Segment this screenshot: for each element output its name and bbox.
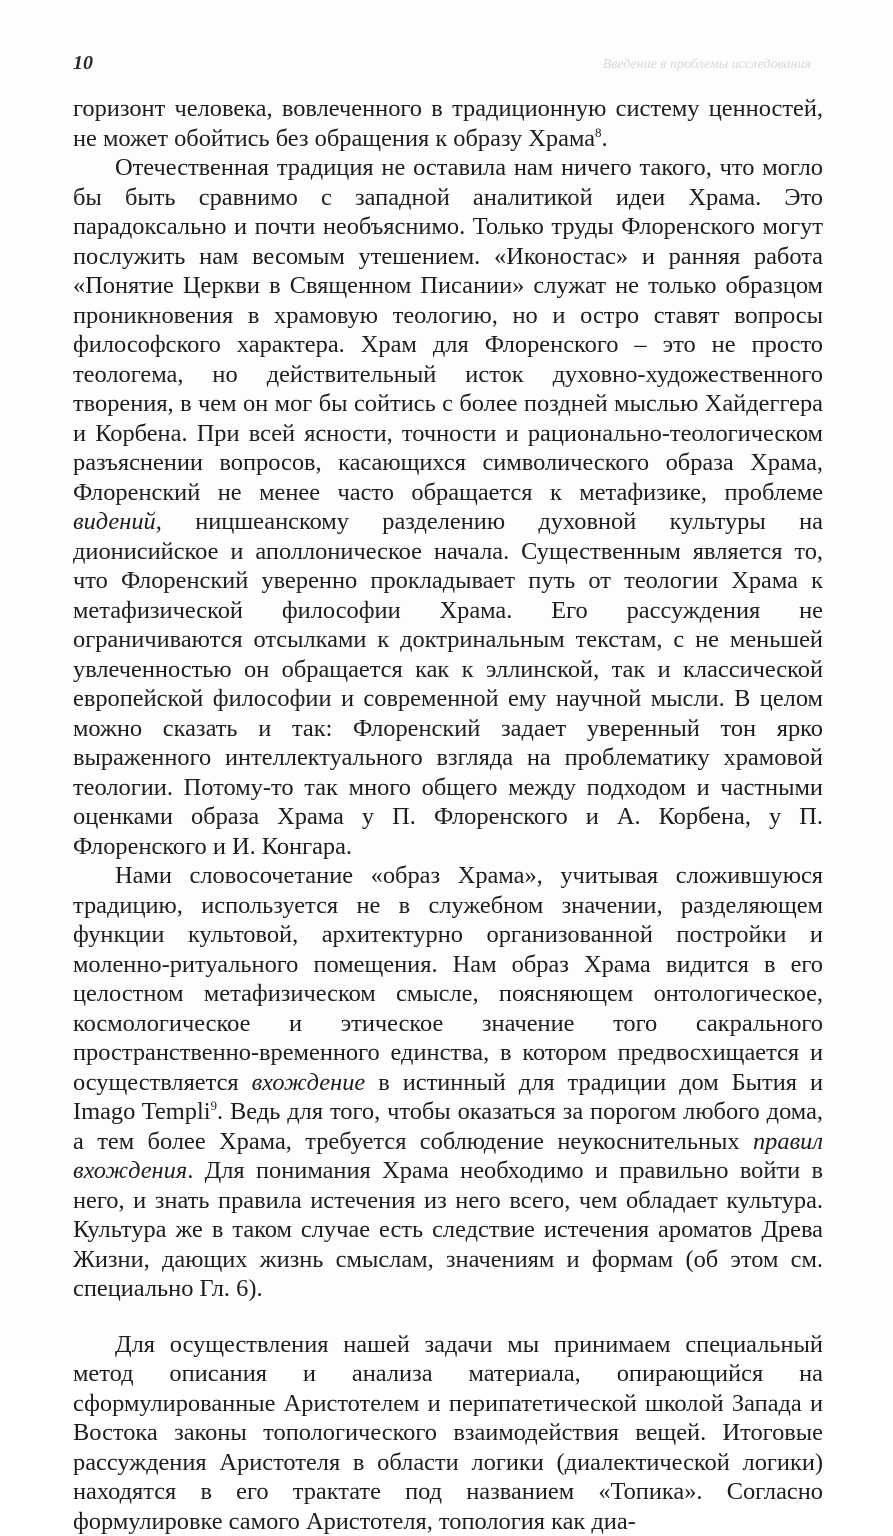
paragraph-3 bbox=[73, 861, 823, 1304]
paragraph-2-text-a: Отечественная традиция не оставила нам ничего такого, что могло бы быть сравнимо с западной аналитикой идеи Храма. Это парадоксально и почти необъяснимо. Только труды Флоренского могут послужить нам весомым утешением. «Иконостас» и ранняя работа «Понятие Церкви в Священном Писании» служат не только образцом проникновения в храмовую теологию, но и остро ставят вопросы философского характера. Храм для Флоренского – это не просто теологема, но действительный исток духовно-художественного творения, в чем он мог бы сойтись с более поздней мыслью Хайдеггера и Корбена. При всей ясности, точности и рационально-теологическом разъяснении вопросов, касающихся символического образа Храма, Флоренский не менее часто обращается к метафизике, проблеме bbox=[73, 154, 823, 506]
paragraph-1-text: горизонт человека, вовлеченного в традиционную систему ценностей, не может обойтись без обращения к образу Храма bbox=[73, 95, 823, 152]
emphasis-pravil-vkhozhdeniya: правил вхождения bbox=[73, 1128, 823, 1185]
running-head: Введение в проблемы исследования bbox=[603, 57, 811, 73]
paragraph-1-end: . bbox=[602, 125, 608, 152]
paragraph-3-text-d: . Для понимания Храма необходимо и правильно войти в него, и знать правила истечения из него всего, чем обладает культура. Культура же в таком случае есть следствие истечения ароматов Древа Жизни, дающих жизнь смыслам, значениям и формам (об этом см. специально Гл. 6). bbox=[73, 1157, 823, 1302]
paragraph-2-text-b: , ницшеанскому разделению духовной культуры на дионисийское и аполлоническое начала. Существенным является то, что Флоренский уверенно прокладывает путь от теологии Храма к метафизической философии Храма. Его рассуждения не ограничиваются отсылками к доктринальным текстам, с не меньшей увлеченностью он обращается как к эллинской, так и классической европейской философии и современной ему научной мысли. В целом можно сказать и так: Флоренский задает уверенный тон ярко выраженного интеллектуального взгляда на проблематику храмовой теологии. Потому-то так много общего между подходом и частными оценками образа Храма у П. Флоренского и А. Корбена, у П. Флоренского и И. Конгара. bbox=[73, 508, 823, 860]
page-number: 10 bbox=[73, 52, 93, 75]
paragraph-3-text-b: в истинный для традиции дом Бытия и Imago Templi bbox=[73, 1069, 823, 1126]
paragraph-1 bbox=[73, 94, 823, 153]
footnote-ref-9: 9 bbox=[211, 1098, 218, 1113]
paragraph-2 bbox=[73, 153, 823, 861]
paragraph-4-text: Для осуществления нашей задачи мы принимаем специальный метод описания и анализа материала, опирающийся на сформулированные Аристотелем и перипатетической школой Запада и Востока законы топологического взаимодействия вещей. Итоговые рассуждения Аристотеля в области логики (диалектической логики) находятся в его трактате под названием «Топика». Согласно формулировке самого Аристотеля, топология как диа- bbox=[73, 1331, 823, 1535]
footnote-ref-8: 8 bbox=[595, 125, 602, 140]
text-body bbox=[73, 94, 823, 1536]
emphasis-videniy: видений bbox=[73, 508, 156, 535]
paragraph-3-text-a: Нами словосочетание «образ Храма», учитывая сложившуюся традицию, используется не в служебном значении, разделяющем функции культовой, архитектурно организованной постройки и моленно-ритуального помещения. Нам образ Храма видится в его целостном метафизическом смысле, поясняющем онтологическое, космологическое и этическое значение того сакрального пространственно-временного единства, в котором предвосхищается и осуществляется bbox=[73, 862, 823, 1096]
emphasis-vkhozhdenie: вхождение bbox=[252, 1069, 366, 1096]
paragraph-3-text-c: . Ведь для того, чтобы оказаться за порогом любого дома, а тем более Храма, требуется соблюдение неукоснительных bbox=[73, 1098, 823, 1155]
paragraph-4 bbox=[73, 1330, 823, 1536]
